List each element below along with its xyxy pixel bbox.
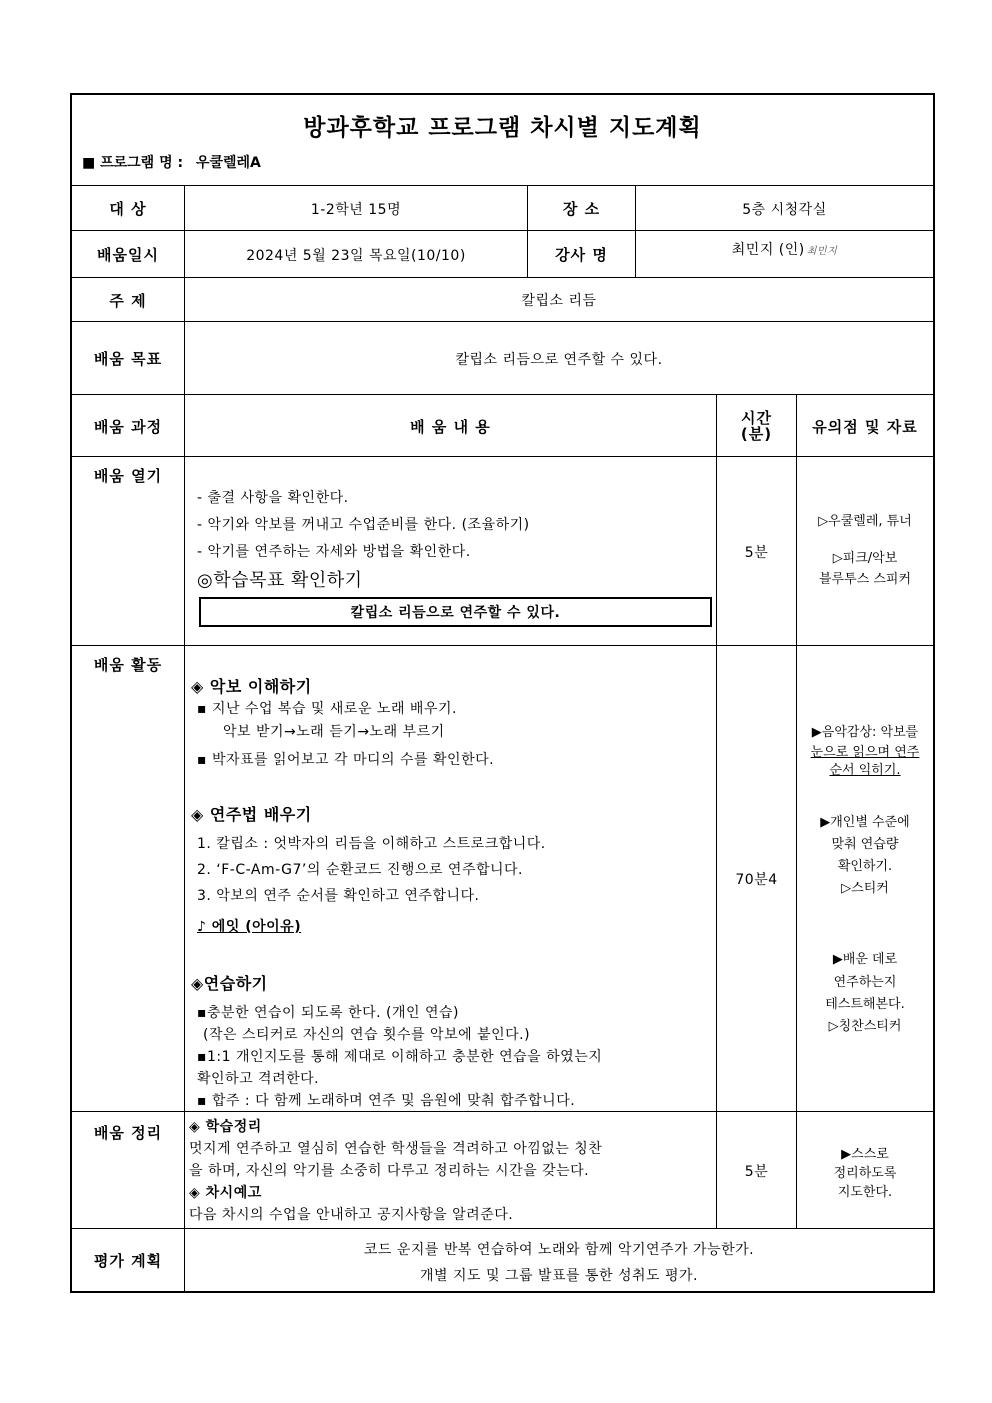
sec3-heading: ◈연습하기 — [191, 974, 268, 993]
activity-label: 배움 활동 — [93, 656, 163, 674]
closing-text: 다음 차시의 수업을 안내하고 공지사항을 알려준다. — [189, 1207, 514, 1223]
note-line: ▷스티커 — [841, 881, 889, 896]
date-label: 배움일시 — [97, 246, 159, 264]
sec3-line: ▪ 합주 : 다 함께 노래하며 연주 및 음원에 맞춰 합주합니다. — [197, 1093, 576, 1109]
sec3-line: ▪1:1 개인지도를 통해 제대로 이해하고 충분한 연습을 하였는지 — [197, 1049, 603, 1065]
closing-row — [72, 1111, 933, 1229]
note-line: ▶배운 데로 — [832, 952, 898, 967]
opening-notes — [796, 457, 933, 646]
opening-content — [184, 457, 716, 646]
activity-notes — [796, 646, 933, 1112]
note-line: ▶스스로 — [841, 1147, 889, 1162]
goal-box: 칼립소 리듬으로 연주할 수 있다. — [199, 597, 712, 627]
note-line: 지도한다. — [837, 1185, 893, 1200]
note-line: 테스트해본다. — [825, 997, 905, 1012]
col-time-line1: 시간 — [741, 409, 772, 427]
note-line: 눈으로 읽으며 연주 — [810, 745, 920, 760]
sec2-line: 1. 칼립소 : 엇박자의 리듬을 이해하고 스트로크합니다. — [197, 836, 546, 852]
sec2-line: 2. ‘F-C-Am-G7’의 순환코드 진행으로 연주합니다. — [197, 862, 524, 878]
date-row — [72, 230, 933, 278]
closing-text: 멋지게 연주하고 열심히 연습한 학생들을 격려하고 아낌없는 칭찬 — [189, 1141, 603, 1157]
note-line: 연주하는지 — [833, 975, 897, 990]
sec3-line: 확인하고 격려한다. — [197, 1071, 320, 1087]
col-process: 배움 과정 — [93, 417, 163, 436]
teacher-label: 강사 명 — [527, 231, 635, 278]
sec1-line: 악보 받기→노래 듣기→노래 부르기 — [223, 724, 445, 740]
opening-row — [72, 456, 933, 646]
activity-content — [184, 646, 716, 1112]
teacher-value: 최민지 (인) — [731, 242, 805, 258]
teacher-signature: 최민지 — [806, 246, 838, 257]
note-line: 블루투스 스피커 — [818, 572, 912, 587]
evaluation-line: 개별 지도 및 그룹 발표를 통한 성취도 평가. — [419, 1268, 698, 1284]
col-notes: 유의점 및 자료 — [796, 395, 933, 457]
note-line: 순서 익히기. — [829, 763, 901, 778]
note-line: 맞춰 연습량 — [831, 837, 899, 852]
evaluation-content — [184, 1229, 933, 1291]
evaluation-line: 코드 운지를 반복 연습하여 노래와 함께 악기연주가 가능한가. — [363, 1242, 755, 1258]
evaluation-row — [72, 1228, 933, 1291]
note-line: ▶개인별 수준에 — [820, 815, 910, 830]
sec1-line: ▪ 박자표를 읽어보고 각 마디의 수를 확인한다. — [197, 752, 495, 768]
note-line: ▷우쿨렐레, 튜너 — [818, 514, 912, 529]
activity-time: 70분4 — [716, 646, 796, 1112]
opening-line: - 악기를 연주하는 자세와 방법을 확인한다. — [197, 544, 471, 560]
target-value: 1-2학년 15명 — [184, 186, 527, 231]
opening-line: - 출결 사항을 확인한다. — [197, 490, 349, 506]
note-line-mixed — [797, 741, 933, 760]
program-label: ■ 프로그램 명 : — [82, 155, 184, 171]
goal-label: 배움 목표 — [93, 350, 163, 368]
sec2-line: 3. 악보의 연주 순서를 확인하고 연주합니다. — [197, 888, 480, 904]
program-name-line — [82, 152, 261, 172]
closing-time: 5분 — [716, 1112, 796, 1229]
note-line: ▷칭찬스티커 — [828, 1019, 902, 1034]
note-line: ▶음악감상: 악보를 — [811, 725, 919, 740]
page-title: 방과후학교 프로그램 차시별 지도계획 — [303, 115, 702, 141]
target-row — [72, 185, 933, 231]
sec2-heading: ◈ 연주법 배우기 — [191, 805, 312, 824]
note-line: 정리하도록 — [833, 1166, 897, 1181]
date-value: 2024년 5월 23일 목요일(10/10) — [184, 231, 527, 278]
closing-notes — [796, 1112, 933, 1229]
opening-time: 5분 — [716, 457, 796, 646]
closing-heading-preview: ◈ 차시예고 — [189, 1185, 262, 1201]
goal-value: 칼립소 리듬으로 연주할 수 있다. — [184, 322, 933, 395]
column-header-row — [72, 394, 933, 457]
title-area — [72, 95, 933, 185]
place-label: 장 소 — [527, 186, 635, 231]
program-value: 우쿨렐레A — [195, 155, 261, 171]
topic-row — [72, 277, 933, 322]
sec1-line: ▪ 지난 수업 복습 및 새로운 노래 배우기. — [197, 701, 457, 717]
lesson-plan-table — [70, 93, 935, 1293]
col-content: 배 움 내 용 — [184, 395, 716, 457]
closing-heading-review: ◈ 학습정리 — [189, 1119, 262, 1135]
opening-label: 배움 열기 — [93, 467, 163, 485]
target-label: 대 상 — [109, 200, 147, 218]
closing-label: 배움 정리 — [93, 1124, 163, 1142]
col-time-line2: (분) — [740, 425, 773, 443]
goal-row — [72, 321, 933, 395]
note-line: ▷피크/악보 — [832, 551, 898, 566]
sec1-heading: ◈ 악보 이해하기 — [191, 677, 312, 696]
teacher-value-cell — [635, 231, 933, 278]
sec3-line: ▪충분한 연습이 되도록 한다. (개인 연습) — [197, 1005, 459, 1021]
col-time — [716, 395, 796, 457]
topic-value: 칼립소 리듬 — [184, 278, 933, 322]
sec3-line: (작은 스티커로 자신의 연습 횟수를 악보에 붙인다.) — [203, 1027, 531, 1043]
closing-text: 을 하며, 자신의 악기를 소중히 다루고 정리하는 시간을 갖는다. — [189, 1163, 590, 1179]
opening-line: - 악기와 악보를 꺼내고 수업준비를 한다. (조율하기) — [197, 517, 530, 533]
goal-check-heading: ◎학습목표 확인하기 — [197, 570, 363, 591]
place-value: 5층 시청각실 — [635, 186, 933, 231]
topic-label: 주 제 — [109, 291, 147, 310]
activity-row — [72, 645, 933, 1112]
closing-content — [184, 1112, 716, 1229]
song-title: ♪ 에잇 (아이유) — [197, 919, 302, 935]
note-line: 확인하기. — [837, 859, 893, 874]
evaluation-label: 평가 계획 — [93, 1251, 163, 1270]
